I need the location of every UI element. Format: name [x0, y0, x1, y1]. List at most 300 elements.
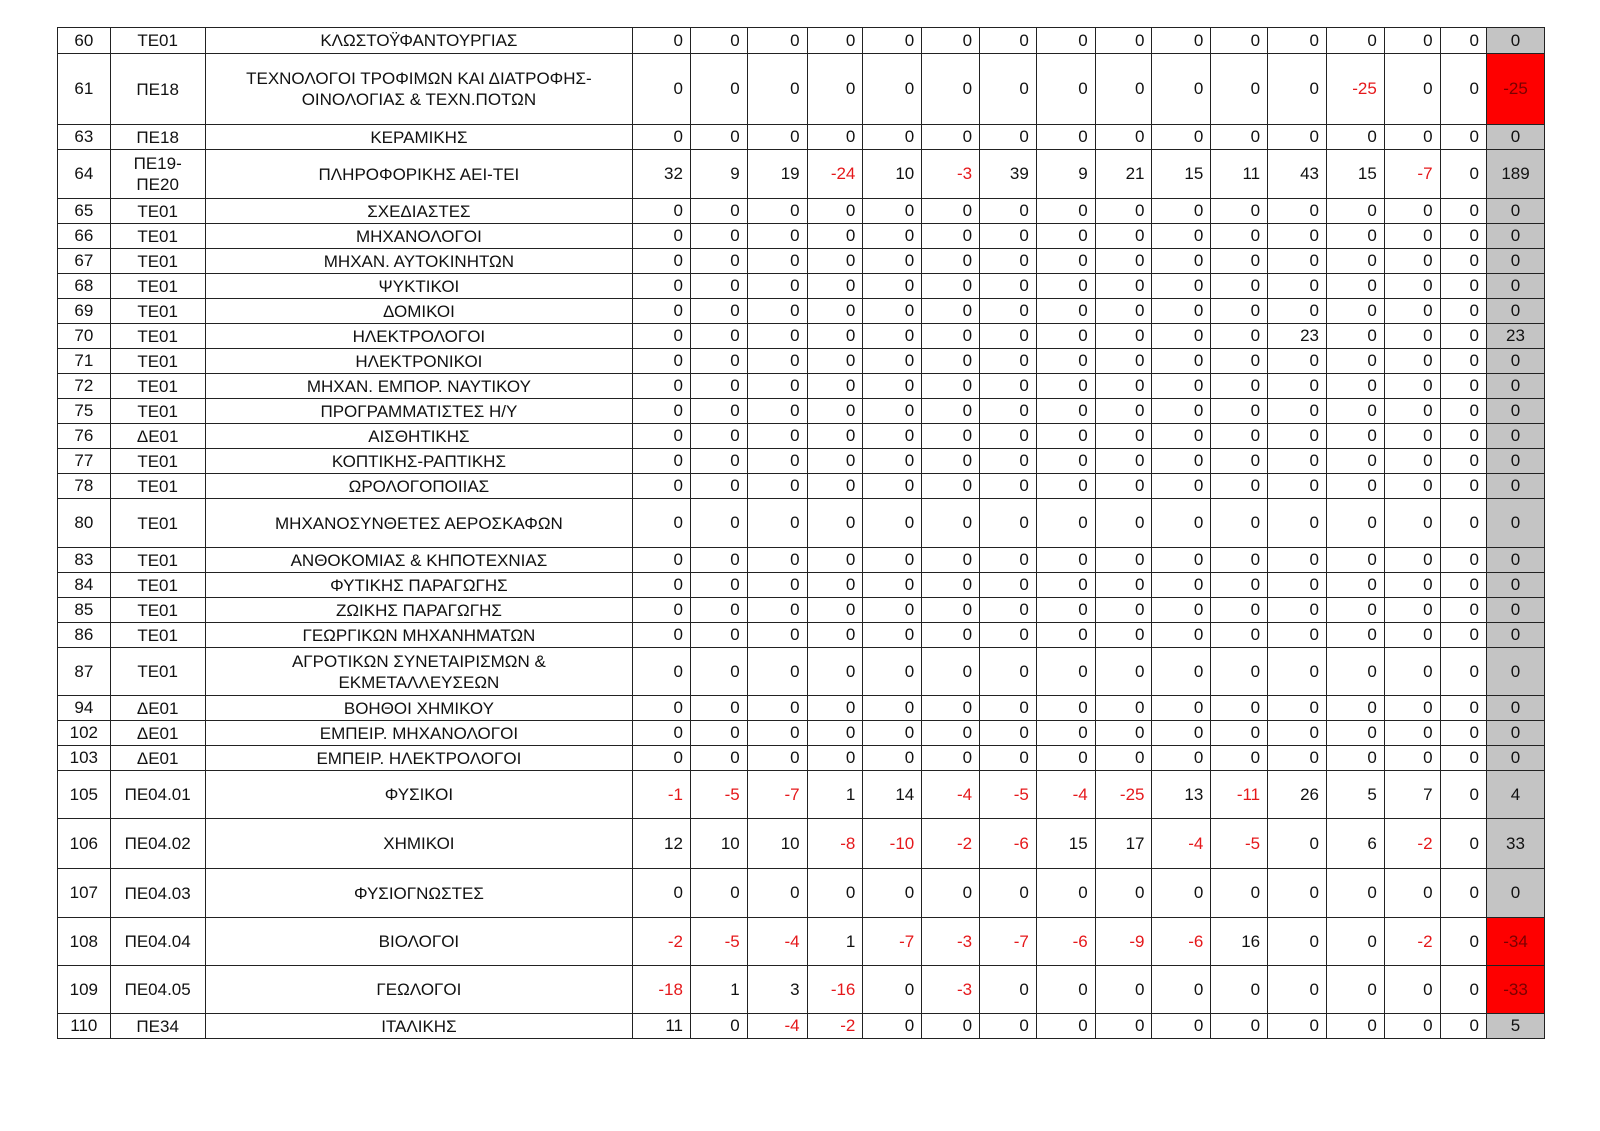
- total-cell: 23: [1487, 324, 1545, 349]
- value-cell: 14: [863, 771, 922, 819]
- value-cell: 0: [1152, 598, 1211, 623]
- total-cell: 0: [1487, 299, 1545, 324]
- value-cell: -25: [1326, 54, 1384, 125]
- value-cell: 0: [980, 623, 1037, 648]
- value-cell: 17: [1095, 819, 1152, 869]
- row-id-cell: 68: [58, 274, 111, 299]
- value-cell: 0: [1036, 449, 1095, 474]
- value-cell: 0: [980, 696, 1037, 721]
- value-cell: 0: [690, 249, 747, 274]
- value-cell: 0: [1268, 424, 1327, 449]
- value-cell: 0: [1384, 374, 1440, 399]
- value-cell: -5: [690, 771, 747, 819]
- value-cell: 0: [1440, 966, 1486, 1014]
- value-cell: 0: [690, 598, 747, 623]
- value-cell: -6: [980, 819, 1037, 869]
- value-cell: 0: [922, 324, 980, 349]
- table-row: [58, 696, 1545, 721]
- value-cell: 0: [922, 349, 980, 374]
- value-cell: 0: [1326, 199, 1384, 224]
- value-cell: 0: [690, 721, 747, 746]
- table-row: [58, 1014, 1545, 1039]
- value-cell: -3: [922, 150, 980, 199]
- value-cell: 0: [863, 648, 922, 696]
- value-cell: 0: [1152, 199, 1211, 224]
- value-cell: 0: [1440, 374, 1486, 399]
- value-cell: 0: [633, 474, 691, 499]
- value-cell: 13: [1152, 771, 1211, 819]
- value-cell: 0: [1152, 125, 1211, 150]
- total-cell: 0: [1487, 249, 1545, 274]
- value-cell: 0: [1326, 224, 1384, 249]
- value-cell: 0: [1268, 696, 1327, 721]
- row-id-cell: 75: [58, 399, 111, 424]
- value-cell: 0: [1268, 274, 1327, 299]
- value-cell: 6: [1326, 819, 1384, 869]
- total-cell: 0: [1487, 125, 1545, 150]
- specialty-description-cell: ΣΧΕΔΙΑΣΤΕΣ: [205, 199, 633, 224]
- value-cell: 0: [1095, 349, 1152, 374]
- value-cell: 0: [863, 449, 922, 474]
- value-cell: 0: [1095, 548, 1152, 573]
- value-cell: 16: [1211, 918, 1268, 966]
- value-cell: 0: [1095, 199, 1152, 224]
- value-cell: 0: [1211, 299, 1268, 324]
- value-cell: 0: [1440, 746, 1486, 771]
- value-cell: 15: [1152, 150, 1211, 199]
- specialty-description-cell: ΑΓΡΟΤΙΚΩΝ ΣΥΝΕΤΑΙΡΙΣΜΩΝ & ΕΚΜΕΤΑΛΛΕΥΣΕΩΝ: [205, 648, 633, 696]
- specialty-description-cell: ΕΜΠΕΙΡ. ΗΛΕΚΤΡΟΛΟΓΟΙ: [205, 746, 633, 771]
- row-id-cell: 108: [58, 918, 111, 966]
- value-cell: 0: [1036, 1014, 1095, 1039]
- table-row: [58, 598, 1545, 623]
- value-cell: 0: [1384, 598, 1440, 623]
- value-cell: 0: [690, 424, 747, 449]
- value-cell: 0: [1326, 125, 1384, 150]
- total-cell: 5: [1487, 1014, 1545, 1039]
- value-cell: 0: [863, 499, 922, 548]
- value-cell: 0: [633, 324, 691, 349]
- value-cell: 0: [1440, 771, 1486, 819]
- value-cell: 11: [633, 1014, 691, 1039]
- value-cell: 0: [1095, 696, 1152, 721]
- specialty-description-cell: ΜΗΧΑΝ. ΕΜΠΟΡ. ΝΑΥΤΙΚΟΥ: [205, 374, 633, 399]
- value-cell: 0: [1384, 224, 1440, 249]
- value-cell: 0: [1152, 696, 1211, 721]
- total-cell: 0: [1487, 274, 1545, 299]
- value-cell: 0: [1036, 249, 1095, 274]
- row-id-cell: 86: [58, 623, 111, 648]
- specialty-code-cell: ΠΕ34: [110, 1014, 205, 1039]
- value-cell: -4: [747, 1014, 807, 1039]
- value-cell: 0: [980, 324, 1037, 349]
- value-cell: -2: [807, 1014, 863, 1039]
- specialty-description-cell: ΚΕΡΑΜΙΚΗΣ: [205, 125, 633, 150]
- value-cell: 0: [1036, 54, 1095, 125]
- specialty-code-cell: ΤΕ01: [110, 28, 205, 54]
- value-cell: 0: [1211, 623, 1268, 648]
- value-cell: 0: [747, 28, 807, 54]
- value-cell: 0: [980, 449, 1037, 474]
- value-cell: 1: [807, 918, 863, 966]
- table-row: [58, 374, 1545, 399]
- value-cell: 0: [1326, 1014, 1384, 1039]
- value-cell: 0: [980, 869, 1037, 918]
- value-cell: 0: [1036, 573, 1095, 598]
- value-cell: 0: [747, 224, 807, 249]
- value-cell: 0: [633, 54, 691, 125]
- value-cell: 0: [922, 1014, 980, 1039]
- value-cell: 0: [1036, 721, 1095, 746]
- value-cell: 0: [633, 721, 691, 746]
- specialty-code-cell: ΔΕ01: [110, 721, 205, 746]
- value-cell: 0: [1440, 54, 1486, 125]
- value-cell: 0: [1384, 721, 1440, 746]
- value-cell: 0: [1384, 349, 1440, 374]
- value-cell: 0: [1268, 1014, 1327, 1039]
- table-row: [58, 966, 1545, 1014]
- specialty-description-cell: ΧΗΜΙΚΟΙ: [205, 819, 633, 869]
- total-cell: 0: [1487, 199, 1545, 224]
- value-cell: 0: [690, 548, 747, 573]
- value-cell: 0: [1384, 966, 1440, 1014]
- value-cell: 0: [1326, 474, 1384, 499]
- specialty-code-cell: ΔΕ01: [110, 696, 205, 721]
- value-cell: 0: [1440, 499, 1486, 548]
- value-cell: 0: [922, 224, 980, 249]
- value-cell: 0: [1036, 696, 1095, 721]
- value-cell: 0: [1440, 819, 1486, 869]
- value-cell: 0: [747, 573, 807, 598]
- total-cell: 0: [1487, 648, 1545, 696]
- value-cell: 0: [1440, 324, 1486, 349]
- specialty-code-cell: ΠΕ19-ΠΕ20: [110, 150, 205, 199]
- value-cell: 0: [980, 224, 1037, 249]
- total-cell: 0: [1487, 623, 1545, 648]
- specialty-code-cell: ΠΕ04.04: [110, 918, 205, 966]
- value-cell: 0: [980, 424, 1037, 449]
- value-cell: 0: [1036, 349, 1095, 374]
- value-cell: 0: [807, 125, 863, 150]
- value-cell: 0: [807, 299, 863, 324]
- value-cell: 0: [863, 199, 922, 224]
- value-cell: 0: [1152, 499, 1211, 548]
- value-cell: 0: [1440, 249, 1486, 274]
- value-cell: 0: [922, 746, 980, 771]
- value-cell: 0: [1384, 623, 1440, 648]
- total-cell: 189: [1487, 150, 1545, 199]
- value-cell: 0: [980, 54, 1037, 125]
- value-cell: 0: [1152, 474, 1211, 499]
- value-cell: 0: [747, 349, 807, 374]
- value-cell: 0: [1326, 28, 1384, 54]
- value-cell: 0: [807, 623, 863, 648]
- value-cell: 0: [863, 598, 922, 623]
- value-cell: 0: [1440, 869, 1486, 918]
- specialty-description-cell: ΩΡΟΛΟΓΟΠΟΙΙΑΣ: [205, 474, 633, 499]
- specialty-description-cell: ΜΗΧΑΝΟΣΥΝΘΕΤΕΣ ΑΕΡΟΣΚΑΦΩΝ: [205, 499, 633, 548]
- value-cell: 0: [633, 399, 691, 424]
- value-cell: 0: [807, 424, 863, 449]
- value-cell: 0: [690, 499, 747, 548]
- value-cell: 0: [1211, 249, 1268, 274]
- total-cell: 4: [1487, 771, 1545, 819]
- value-cell: 0: [1326, 424, 1384, 449]
- total-cell: 0: [1487, 449, 1545, 474]
- value-cell: 0: [863, 966, 922, 1014]
- value-cell: 0: [1384, 299, 1440, 324]
- row-id-cell: 64: [58, 150, 111, 199]
- row-id-cell: 106: [58, 819, 111, 869]
- value-cell: 0: [690, 28, 747, 54]
- value-cell: 0: [1211, 1014, 1268, 1039]
- value-cell: 0: [1440, 449, 1486, 474]
- total-cell: 0: [1487, 499, 1545, 548]
- value-cell: 0: [1211, 424, 1268, 449]
- value-cell: 0: [1211, 721, 1268, 746]
- value-cell: 0: [690, 299, 747, 324]
- value-cell: 0: [807, 869, 863, 918]
- value-cell: 0: [863, 28, 922, 54]
- specialty-description-cell: ΨΥΚΤΙΚΟΙ: [205, 274, 633, 299]
- value-cell: 0: [807, 54, 863, 125]
- value-cell: 0: [1036, 623, 1095, 648]
- specialty-description-cell: ΚΟΠΤΙΚΗΣ-ΡΑΠΤΙΚΗΣ: [205, 449, 633, 474]
- table-row: [58, 199, 1545, 224]
- value-cell: 0: [1268, 224, 1327, 249]
- value-cell: -16: [807, 966, 863, 1014]
- value-cell: 0: [1152, 399, 1211, 424]
- value-cell: 0: [980, 721, 1037, 746]
- value-cell: 0: [1211, 449, 1268, 474]
- value-cell: 0: [633, 125, 691, 150]
- total-cell: 0: [1487, 598, 1545, 623]
- value-cell: 0: [1268, 125, 1327, 150]
- value-cell: 0: [807, 746, 863, 771]
- value-cell: 0: [1036, 399, 1095, 424]
- specialty-description-cell: ΜΗΧΑΝΟΛΟΓΟΙ: [205, 224, 633, 249]
- value-cell: 0: [863, 349, 922, 374]
- value-cell: 23: [1268, 324, 1327, 349]
- value-cell: 0: [1152, 623, 1211, 648]
- row-id-cell: 94: [58, 696, 111, 721]
- value-cell: 0: [633, 598, 691, 623]
- value-cell: 0: [1152, 274, 1211, 299]
- specialty-code-cell: ΠΕ04.05: [110, 966, 205, 1014]
- total-cell: 0: [1487, 869, 1545, 918]
- value-cell: 0: [863, 374, 922, 399]
- value-cell: 0: [1095, 721, 1152, 746]
- value-cell: 0: [863, 721, 922, 746]
- specialty-code-cell: ΤΕ01: [110, 224, 205, 249]
- value-cell: 0: [1268, 299, 1327, 324]
- value-cell: 43: [1268, 150, 1327, 199]
- row-id-cell: 107: [58, 869, 111, 918]
- value-cell: 0: [690, 324, 747, 349]
- value-cell: 0: [1326, 696, 1384, 721]
- value-cell: -9: [1095, 918, 1152, 966]
- value-cell: 0: [807, 696, 863, 721]
- value-cell: 0: [980, 125, 1037, 150]
- value-cell: -7: [980, 918, 1037, 966]
- value-cell: 0: [1152, 449, 1211, 474]
- value-cell: 0: [1326, 249, 1384, 274]
- specialty-description-cell: ΠΛΗΡΟΦΟΡΙΚΗΣ ΑΕΙ-ΤΕΙ: [205, 150, 633, 199]
- value-cell: 0: [690, 1014, 747, 1039]
- value-cell: 0: [1384, 746, 1440, 771]
- value-cell: 0: [922, 548, 980, 573]
- value-cell: 0: [1036, 966, 1095, 1014]
- specialty-description-cell: ΑΝΘΟΚΟΜΙΑΣ & ΚΗΠΟΤΕΧΝΙΑΣ: [205, 548, 633, 573]
- value-cell: 0: [1036, 274, 1095, 299]
- total-cell: -34: [1487, 918, 1545, 966]
- value-cell: 0: [633, 869, 691, 918]
- value-cell: 0: [1095, 374, 1152, 399]
- value-cell: 0: [1211, 125, 1268, 150]
- value-cell: 0: [1440, 598, 1486, 623]
- value-cell: 11: [1211, 150, 1268, 199]
- value-cell: 0: [1211, 399, 1268, 424]
- value-cell: 0: [807, 199, 863, 224]
- value-cell: 0: [1095, 424, 1152, 449]
- value-cell: 0: [1152, 28, 1211, 54]
- value-cell: 0: [1268, 199, 1327, 224]
- value-cell: -2: [633, 918, 691, 966]
- value-cell: 0: [1440, 28, 1486, 54]
- value-cell: 0: [1036, 28, 1095, 54]
- value-cell: 0: [807, 324, 863, 349]
- value-cell: -25: [1095, 771, 1152, 819]
- total-cell: 0: [1487, 374, 1545, 399]
- value-cell: 0: [1152, 573, 1211, 598]
- value-cell: 0: [1326, 324, 1384, 349]
- value-cell: 0: [690, 399, 747, 424]
- value-cell: 0: [807, 573, 863, 598]
- value-cell: 0: [922, 648, 980, 696]
- row-id-cell: 109: [58, 966, 111, 1014]
- value-cell: 7: [1384, 771, 1440, 819]
- total-cell: 0: [1487, 573, 1545, 598]
- specialty-code-cell: ΤΕ01: [110, 548, 205, 573]
- value-cell: 0: [807, 249, 863, 274]
- value-cell: 0: [1268, 28, 1327, 54]
- value-cell: 0: [1440, 721, 1486, 746]
- value-cell: 0: [747, 449, 807, 474]
- value-cell: 0: [1268, 573, 1327, 598]
- table-row: [58, 499, 1545, 548]
- value-cell: 0: [807, 721, 863, 746]
- value-cell: 0: [747, 623, 807, 648]
- value-cell: 0: [1440, 150, 1486, 199]
- value-cell: 0: [1095, 399, 1152, 424]
- value-cell: 0: [1036, 746, 1095, 771]
- value-cell: 0: [633, 349, 691, 374]
- value-cell: 0: [1326, 299, 1384, 324]
- value-cell: 0: [807, 399, 863, 424]
- specialty-code-cell: ΤΕ01: [110, 648, 205, 696]
- value-cell: 19: [747, 150, 807, 199]
- value-cell: 0: [1326, 374, 1384, 399]
- value-cell: 0: [1268, 648, 1327, 696]
- value-cell: 0: [633, 449, 691, 474]
- value-cell: 0: [633, 249, 691, 274]
- value-cell: 0: [1095, 648, 1152, 696]
- specialty-description-cell: ΦΥΤΙΚΗΣ ΠΑΡΑΓΩΓΗΣ: [205, 573, 633, 598]
- value-cell: 0: [747, 548, 807, 573]
- specialty-code-cell: ΤΕ01: [110, 399, 205, 424]
- value-cell: 0: [1268, 819, 1327, 869]
- specialty-description-cell: ΗΛΕΚΤΡΟΝΙΚΟΙ: [205, 349, 633, 374]
- value-cell: 0: [1152, 1014, 1211, 1039]
- value-cell: 5: [1326, 771, 1384, 819]
- value-cell: 0: [1095, 249, 1152, 274]
- value-cell: 0: [1036, 869, 1095, 918]
- value-cell: 0: [1268, 349, 1327, 374]
- value-cell: 0: [1095, 299, 1152, 324]
- value-cell: 0: [1440, 424, 1486, 449]
- value-cell: 0: [1036, 299, 1095, 324]
- value-cell: 0: [747, 424, 807, 449]
- value-cell: 0: [747, 374, 807, 399]
- value-cell: -3: [922, 918, 980, 966]
- value-cell: 0: [633, 696, 691, 721]
- specialty-description-cell: ΓΕΩΡΓΙΚΩΝ ΜΗΧΑΝΗΜΑΤΩΝ: [205, 623, 633, 648]
- row-id-cell: 72: [58, 374, 111, 399]
- value-cell: 0: [1211, 966, 1268, 1014]
- value-cell: -2: [922, 819, 980, 869]
- value-cell: 0: [1036, 224, 1095, 249]
- value-cell: 0: [1326, 573, 1384, 598]
- value-cell: 0: [922, 274, 980, 299]
- table-row: [58, 771, 1545, 819]
- value-cell: 0: [1326, 399, 1384, 424]
- table-row: [58, 746, 1545, 771]
- total-cell: 0: [1487, 224, 1545, 249]
- value-cell: -4: [922, 771, 980, 819]
- value-cell: 0: [1326, 449, 1384, 474]
- value-cell: 0: [863, 224, 922, 249]
- specialty-description-cell: ΕΜΠΕΙΡ. ΜΗΧΑΝΟΛΟΓΟΙ: [205, 721, 633, 746]
- specialty-description-cell: ΙΤΑΛΙΚΗΣ: [205, 1014, 633, 1039]
- value-cell: 0: [1211, 696, 1268, 721]
- value-cell: 0: [747, 474, 807, 499]
- value-cell: 0: [1152, 349, 1211, 374]
- value-cell: 0: [980, 598, 1037, 623]
- specialty-code-cell: ΤΕ01: [110, 349, 205, 374]
- value-cell: 0: [1268, 249, 1327, 274]
- value-cell: 0: [690, 449, 747, 474]
- specialty-description-cell: ΔΟΜΙΚΟΙ: [205, 299, 633, 324]
- value-cell: 0: [1268, 746, 1327, 771]
- value-cell: 0: [633, 374, 691, 399]
- value-cell: 0: [1440, 399, 1486, 424]
- value-cell: 0: [807, 28, 863, 54]
- value-cell: 0: [1384, 399, 1440, 424]
- value-cell: 32: [633, 150, 691, 199]
- value-cell: 0: [1211, 746, 1268, 771]
- value-cell: 0: [1095, 623, 1152, 648]
- value-cell: 0: [1036, 548, 1095, 573]
- value-cell: 0: [980, 648, 1037, 696]
- value-cell: 0: [1152, 746, 1211, 771]
- specialty-description-cell: ΗΛΕΚΤΡΟΛΟΓΟΙ: [205, 324, 633, 349]
- value-cell: 0: [1268, 474, 1327, 499]
- value-cell: 0: [633, 224, 691, 249]
- value-cell: 0: [980, 548, 1037, 573]
- specialty-description-cell: ΒΟΗΘΟΙ ΧΗΜΙΚΟΥ: [205, 696, 633, 721]
- row-id-cell: 66: [58, 224, 111, 249]
- value-cell: 0: [863, 746, 922, 771]
